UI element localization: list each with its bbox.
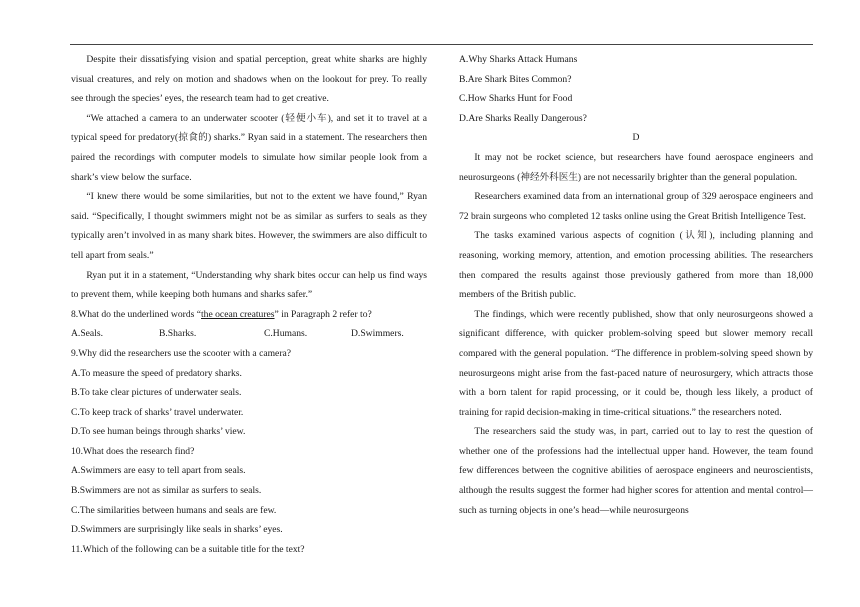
option-a: A.Seals. xyxy=(71,328,103,340)
passage-paragraph-4: Ryan put it in a statement, “Understanding why shark bites occur can help us find ways to prevent them, while keeping both humans and sharks safer.” xyxy=(71,269,427,301)
option-a: A.To measure the speed of predatory sharks. xyxy=(71,367,242,379)
option-d: D.Swimmers. xyxy=(351,328,404,340)
passage-paragraph-1: Despite their dissatisfying vision and spatial perception, great white sharks are highly visual creatures, and rely on motion and shadows when on the lookout for prey. To really see through the species’ eyes, the research team had to get creative. xyxy=(71,54,427,105)
question-8 xyxy=(71,305,427,325)
option-b: B.Sharks. xyxy=(159,328,197,340)
passage-paragraph-5: The researchers said the study was, in part, carried out to lay to rest the question of whether one of the professions had the intellectual upper hand. However, the team found few differences between the cognitive abilities of aerospace engineers and neuroscientists, although the results suggest the former had higher scores for attention and mental control—such as turning objects in one’s head—while neurosurgeons xyxy=(459,426,813,516)
right-column xyxy=(459,50,813,520)
top-rule xyxy=(70,44,813,45)
option-a: A.Swimmers are easy to tell apart from seals. xyxy=(71,465,246,477)
option-d: D.Swimmers are surprisingly like seals in sharks’ eyes. xyxy=(71,524,283,536)
passage-paragraph-3: The tasks examined various aspects of cognition (认知), including planning and reasoning, working memory, attention, and emotion processing abilities. The researchers then compared the results against those previously gathered from more than 18,000 members of the British public. xyxy=(459,230,813,301)
option-d: D.To see human beings through sharks’ view. xyxy=(71,426,246,438)
question-8-prefix: 8.What do the underlined words “ xyxy=(71,308,202,320)
passage-paragraph-3: “I knew there would be some similarities, but not to the extent we have found,” Ryan said. “Specifically, I thought swimmers might not be as similar as surfers to seals as they typically aren’t involved in as many shark bites. However, the swimmers are also difficult to tell apart from seals.” xyxy=(71,191,427,261)
question-9: 9.Why did the researchers use the scooter with a camera? xyxy=(71,347,292,359)
question-8-suffix: ” in Paragraph 2 refer to? xyxy=(274,308,372,320)
passage-paragraph-1: It may not be rocket science, but researchers have found aerospace engineers and neurosurgeons (神经外科医生) are not necessarily brighter than the general population. xyxy=(459,151,813,183)
option-b: B.To take clear pictures of underwater seals. xyxy=(71,387,242,399)
option-c: C.To keep track of sharks’ travel underwater. xyxy=(71,406,244,418)
question-11: 11.Which of the following can be a suitable title for the text? xyxy=(71,543,305,555)
option-d: D.Are Sharks Really Dangerous? xyxy=(459,112,587,124)
option-b: B.Are Shark Bites Common? xyxy=(459,73,572,85)
passage-paragraph-2: “We attached a camera to an underwater scooter (轻便小车), and set it to travel at a typical speed for predatory(掠食的) sharks.” Ryan said in a statement. The researchers then paired the recordings with computer models to simulate how similar people look from a shark’s view below the surface. xyxy=(71,112,427,183)
section-heading: D xyxy=(632,132,640,144)
question-8-options xyxy=(71,324,427,344)
question-10: 10.What does the research find? xyxy=(71,445,195,457)
left-column xyxy=(71,50,427,559)
option-c: C.The similarities between humans and seals are few. xyxy=(71,504,277,516)
option-a: A.Why Sharks Attack Humans xyxy=(459,54,578,65)
option-c: C.Humans. xyxy=(264,328,308,340)
passage-paragraph-4: The findings, which were recently published, show that only neurosurgeons showed a significant difference, with quicker problem-solving speed but slower memory recall compared with the general population. “The difference in problem-solving speed shown by neurosurgeons might arise from the fast-paced nature of neurosurgery, which attracts those with a born talent for rapid processing, or it could be, though less likely, a product of training for rapid decision-making in time-critical situations.” the researchers noted. xyxy=(459,308,813,418)
passage-paragraph-2: Researchers examined data from an international group of 329 aerospace engineers and 72 brain surgeons who completed 12 tasks online using the Great British Intelligence Test. xyxy=(459,191,813,222)
question-8-underlined: the ocean creatures xyxy=(201,308,275,320)
option-b: B.Swimmers are not as similar as surfers to seals. xyxy=(71,485,262,497)
option-c: C.How Sharks Hunt for Food xyxy=(459,93,573,105)
